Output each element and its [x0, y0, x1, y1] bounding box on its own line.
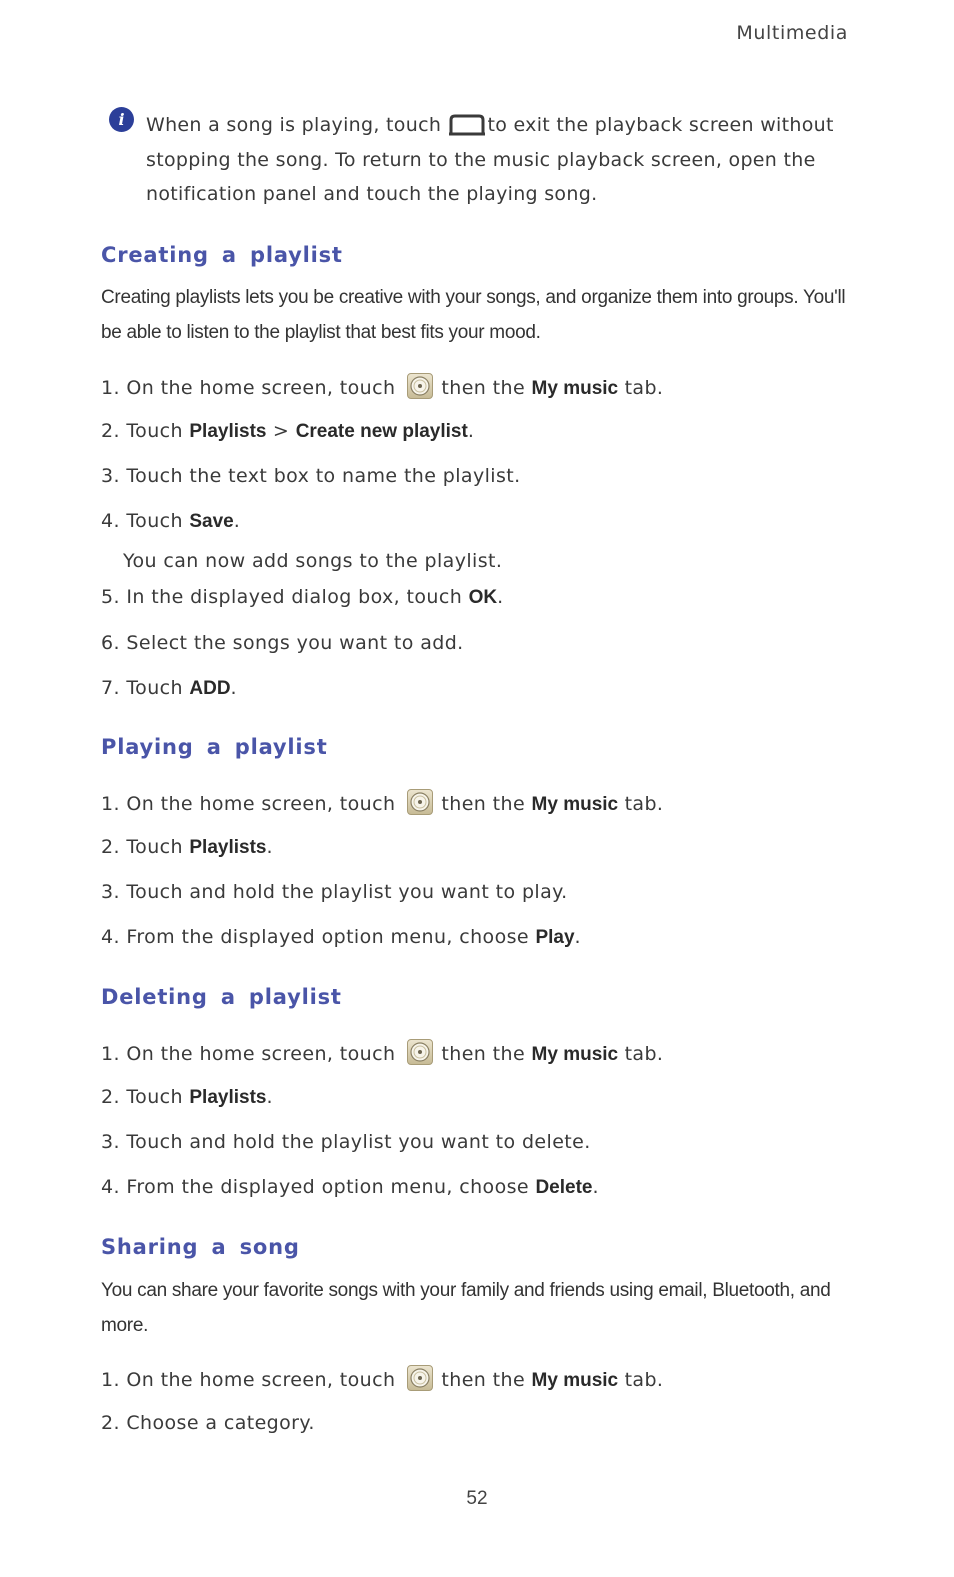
playing-step-3: [101, 881, 568, 903]
note-text-end: to exit the playback screen without stopping the song. To return to the music playback screen, open the notification panel and touch the playing song.: [146, 114, 834, 205]
step-text: Touch the text box to name the playlist.: [126, 465, 521, 487]
punct: .: [266, 836, 273, 858]
step-number: 2.: [101, 420, 120, 442]
punct: .: [497, 586, 504, 608]
playing-step-1: [101, 789, 663, 816]
step-text: From the displayed option menu, choose: [126, 926, 536, 948]
step-number: 2.: [101, 1086, 120, 1108]
running-header: Multimedia: [736, 22, 848, 44]
sharing-step-2: [101, 1412, 315, 1434]
step-number: 3.: [101, 1131, 120, 1153]
creating-step-2: [101, 420, 474, 443]
punct: .: [592, 1176, 599, 1198]
step-number: 7.: [101, 677, 120, 699]
step-text: On the home screen, touch: [126, 1369, 396, 1391]
step-number: 1.: [101, 1043, 120, 1065]
ui-term: Play: [535, 927, 575, 948]
heading-sharing-song: Sharing a song: [101, 1235, 300, 1259]
step-text: then the: [441, 1369, 526, 1391]
punct: .: [574, 926, 581, 948]
info-icon: i: [109, 107, 134, 132]
creating-step-6: [101, 632, 464, 654]
deleting-step-3: [101, 1131, 591, 1153]
step-number: 3.: [101, 465, 120, 487]
step-number: 1.: [101, 793, 120, 815]
creating-step-1: [101, 373, 663, 400]
sharing-intro: You can share your favorite songs with your family and friends using email, Bluetooth, and more.: [101, 1280, 831, 1336]
step-text: tab.: [624, 1043, 664, 1065]
step-text: Touch: [126, 420, 190, 442]
sharing-step-1: [101, 1365, 663, 1392]
music-app-icon: [407, 373, 433, 399]
punct: .: [467, 420, 475, 442]
ui-term: Playlists: [189, 1087, 267, 1108]
step-number: 5.: [101, 586, 120, 608]
step-text: On the home screen, touch: [126, 793, 396, 815]
ui-term: Create new playlist: [295, 421, 468, 442]
step-text: tab.: [624, 1369, 664, 1391]
creating-step-5: [101, 586, 504, 609]
playing-step-2: [101, 836, 273, 859]
creating-step-7: [101, 677, 237, 700]
step-number: 2.: [101, 1412, 120, 1434]
step-text: tab.: [624, 793, 664, 815]
step-text: Touch: [126, 836, 190, 858]
punct: .: [230, 677, 237, 699]
step-text: then the: [441, 1043, 526, 1065]
ui-term: Playlists: [189, 837, 267, 858]
ui-term: Delete: [535, 1177, 593, 1198]
step-text: Touch: [126, 677, 190, 699]
playing-step-4: [101, 926, 581, 949]
step-number: 4.: [101, 1176, 120, 1198]
ui-term: Save: [189, 511, 234, 532]
step-number: 3.: [101, 881, 120, 903]
step-text: From the displayed option menu, choose: [126, 1176, 536, 1198]
step-number: 4.: [101, 510, 120, 532]
ui-term: Playlists: [189, 421, 267, 442]
deleting-step-4: [101, 1176, 599, 1199]
step-text: then the: [441, 377, 526, 399]
heading-playing-playlist: Playing a playlist: [101, 735, 328, 759]
step-text: then the: [441, 793, 526, 815]
ui-term: My music: [531, 378, 619, 399]
heading-creating-playlist: Creating a playlist: [101, 243, 343, 267]
step-number: 1.: [101, 377, 120, 399]
step-text: Touch: [126, 510, 190, 532]
music-app-icon: [407, 1365, 433, 1391]
deleting-step-2: [101, 1086, 273, 1109]
punct: .: [266, 1086, 273, 1108]
step-text: Touch and hold the playlist you want to play.: [126, 881, 568, 903]
home-icon: [448, 114, 486, 134]
step-text: Touch and hold the playlist you want to delete.: [126, 1131, 591, 1153]
step-text: On the home screen, touch: [126, 377, 396, 399]
step-number: 2.: [101, 836, 120, 858]
separator: >: [266, 420, 296, 442]
punct: .: [233, 510, 241, 532]
step-text: On the home screen, touch: [126, 1043, 396, 1065]
note-text: [146, 108, 846, 212]
note-text-start: When a song is playing, touch: [146, 114, 448, 136]
heading-deleting-playlist: Deleting a playlist: [101, 985, 342, 1009]
step-text: Choose a category.: [126, 1412, 315, 1434]
step-text: Select the songs you want to add.: [126, 632, 464, 654]
step-number: 4.: [101, 926, 120, 948]
ui-term: My music: [531, 794, 619, 815]
creating-intro: Creating playlists lets you be creative with your songs, and organize them into groups. You'll be able to listen to the playlist that best fits your mood.: [101, 287, 846, 343]
music-app-icon: [407, 1039, 433, 1065]
ui-term: ADD: [189, 678, 231, 699]
ui-term: My music: [531, 1370, 619, 1391]
creating-step-3: [101, 465, 521, 487]
creating-step-4-result: You can now add songs to the playlist.: [123, 550, 503, 572]
ui-term: My music: [531, 1044, 619, 1065]
deleting-step-1: [101, 1039, 663, 1066]
step-number: 1.: [101, 1369, 120, 1391]
step-number: 6.: [101, 632, 120, 654]
step-text: tab.: [624, 377, 664, 399]
step-text: Touch: [126, 1086, 190, 1108]
music-app-icon: [407, 789, 433, 815]
page-number: 52: [466, 1488, 488, 1509]
ui-term: OK: [468, 587, 498, 608]
creating-step-4: [101, 510, 240, 533]
step-text: In the displayed dialog box, touch: [126, 586, 469, 608]
